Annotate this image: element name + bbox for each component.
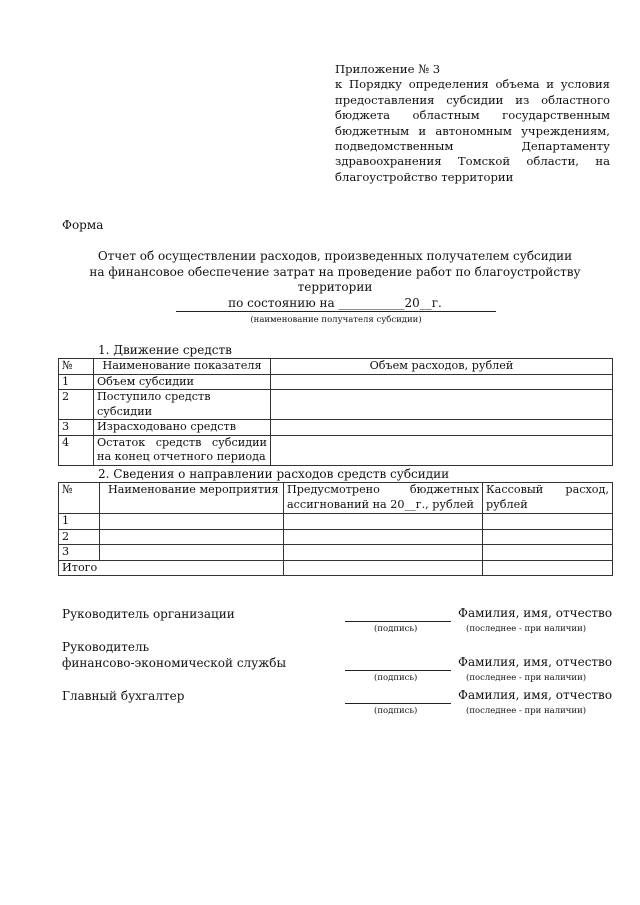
recipient-caption: (наименование получателя субсидии) <box>250 315 422 325</box>
accountant-fio: Фамилия, имя, отчество <box>458 688 613 702</box>
row-activity <box>100 514 284 530</box>
appendix-title: Приложение № 3 <box>335 62 441 76</box>
header-cell-amount: Объем расходов, рублей <box>271 359 613 375</box>
director-signature-caption: (подпись) <box>374 624 418 634</box>
row-cash <box>483 529 613 545</box>
row-num: 3 <box>59 420 94 436</box>
header-cell-indicator: Наименование показателя <box>94 359 271 375</box>
header-cell-cash-expense: Кассовый расход, рублей <box>483 483 613 514</box>
row-name: Объем субсидии <box>94 374 271 390</box>
funds-movement-table <box>58 358 613 466</box>
report-title-line-2: на финансовое обеспечение затрат на проведение работ по благоустройству территории <box>89 264 581 294</box>
finance-label-line-1: Руководитель <box>62 640 150 654</box>
form-label: Форма <box>62 218 104 232</box>
table-row <box>59 545 613 561</box>
finance-fio-caption: (последнее - при наличии) <box>466 673 587 683</box>
director-signature-line <box>345 621 451 622</box>
total-planned <box>284 560 483 576</box>
table-row <box>59 514 613 530</box>
table-header-row <box>59 359 613 375</box>
row-activity <box>100 529 284 545</box>
accountant-label: Главный бухгалтер <box>62 689 185 703</box>
row-name: Остаток средств субсидии на конец отчетного периода <box>94 435 271 465</box>
table-row <box>59 374 613 390</box>
header-cell-activity: Наименование мероприятия <box>100 483 284 514</box>
row-value <box>271 374 613 390</box>
row-num: 4 <box>59 435 94 465</box>
report-title-line-3: по состоянию на ___________20__г. <box>228 295 442 310</box>
row-planned <box>284 529 483 545</box>
director-fio: Фамилия, имя, отчество <box>458 606 613 620</box>
table-row <box>59 420 613 436</box>
row-cash <box>483 514 613 530</box>
header-cell-num: № <box>59 359 94 375</box>
table-row <box>59 435 613 465</box>
row-num: 3 <box>59 545 100 561</box>
director-fio-caption: (последнее - при наличии) <box>466 624 587 634</box>
table-total-row <box>59 560 613 576</box>
director-label: Руководитель организации <box>62 607 235 621</box>
finance-fio: Фамилия, имя, отчество <box>458 655 613 669</box>
row-name: Израсходовано средств <box>94 420 271 436</box>
appendix-block <box>335 62 610 185</box>
row-name: Поступило средств субсидии <box>94 390 271 420</box>
row-value <box>271 435 613 465</box>
row-value <box>271 390 613 420</box>
total-label: Итого <box>59 560 284 576</box>
row-num: 2 <box>59 390 94 420</box>
expense-directions-table <box>58 482 613 576</box>
table-row <box>59 390 613 420</box>
row-num: 1 <box>59 374 94 390</box>
header-cell-planned: Предусмотрено бюджетных ассигнований на 20__г., рублей <box>284 483 483 514</box>
table-header-row <box>59 483 613 514</box>
table-row <box>59 529 613 545</box>
report-title <box>60 249 610 311</box>
accountant-signature-line <box>345 703 451 704</box>
row-num: 2 <box>59 529 100 545</box>
finance-signature-caption: (подпись) <box>374 673 418 683</box>
section-2-title: 2. Сведения о направлении расходов средств субсидии <box>98 467 450 481</box>
row-num: 1 <box>59 514 100 530</box>
row-planned <box>284 545 483 561</box>
accountant-fio-caption: (последнее - при наличии) <box>466 706 587 716</box>
row-cash <box>483 545 613 561</box>
finance-label-line-2: финансово-экономической службы <box>62 656 287 670</box>
row-activity <box>100 545 284 561</box>
finance-signature-line <box>345 670 451 671</box>
report-title-line-1: Отчет об осуществлении расходов, произведенных получателем субсидии <box>97 249 573 263</box>
recipient-name-line <box>176 311 496 312</box>
header-cell-num: № <box>59 483 100 514</box>
accountant-signature-caption: (подпись) <box>374 706 418 716</box>
row-planned <box>284 514 483 530</box>
row-value <box>271 420 613 436</box>
appendix-body: к Порядку определения объема и условия предоставления субсидии из областного бюджета областным государственным бюджетным и автономным учреждениям, подведомственным Департаменту здравоохранения Томской области, на благоустройство территории <box>335 77 610 184</box>
section-1-title: 1. Движение средств <box>98 343 232 357</box>
total-cash <box>483 560 613 576</box>
